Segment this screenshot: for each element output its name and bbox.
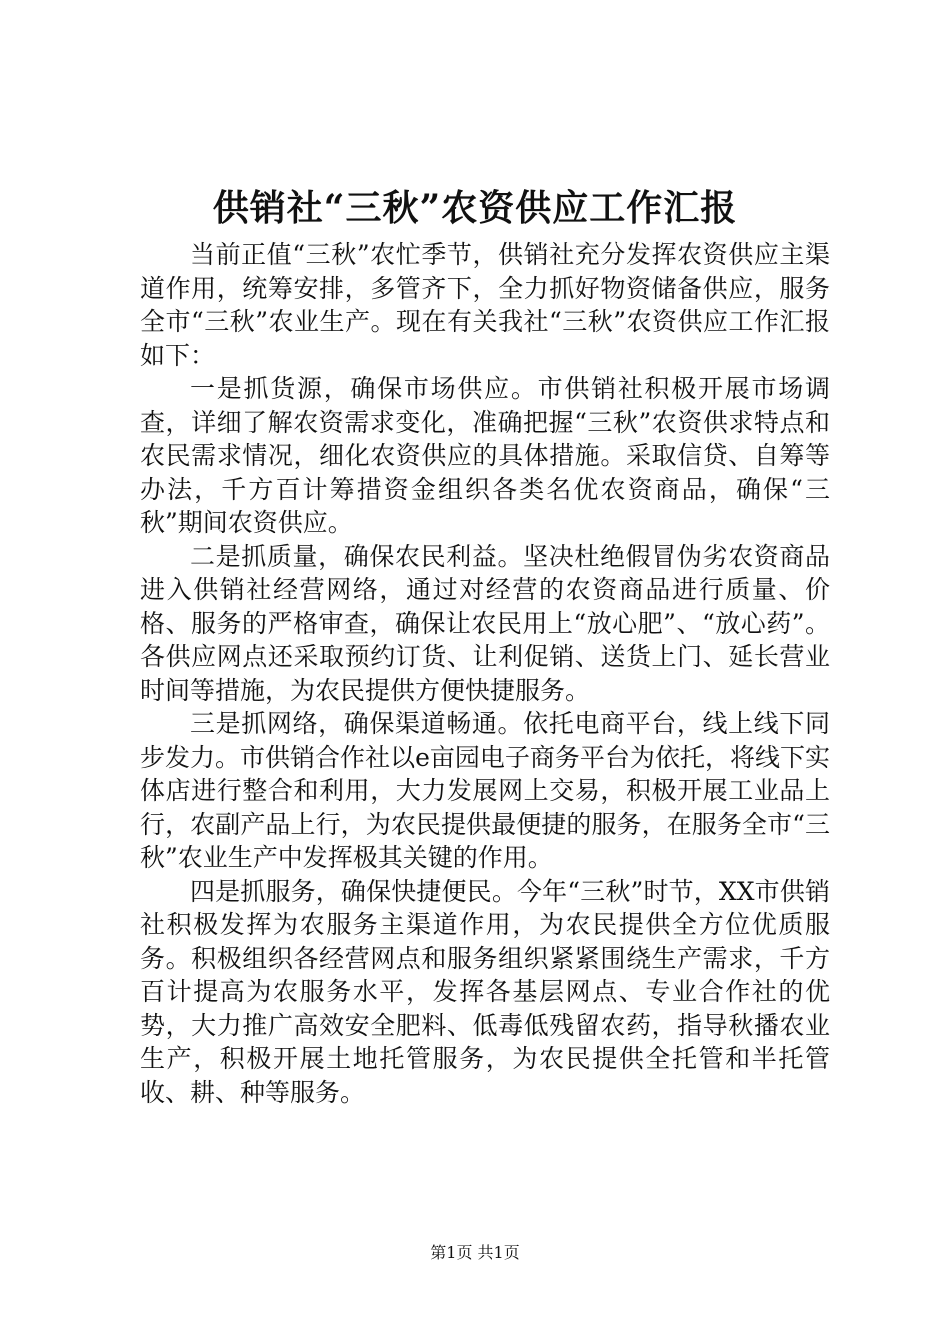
document-body <box>140 238 830 1109</box>
paragraph-intro: 当前正值“三秋”农忙季节，供销社充分发挥农资供应主渠道作用，统筹安排，多管齐下，全力抓好物资储备供应，服务全市“三秋”农业生产。现在有关我社“三秋”农资供应工作汇报如下： <box>140 240 830 370</box>
page-footer <box>0 1242 950 1264</box>
paragraph-quality: 二是抓质量，确保农民利益。坚决杜绝假冒伪劣农资商品进入供销社经营网络，通过对经营的农资商品进行质量、价格、服务的严格审查，确保让农民用上“放心肥”、“放心药”。各供应网点还采取预约订货、让利促销、送货上门、延长营业时间等措施，为农民提供方便快捷服务。 <box>140 541 830 705</box>
paragraph-supply: 一是抓货源，确保市场供应。市供销社积极开展市场调查，详细了解农资需求变化，准确把握“三秋”农资供求特点和农民需求情况，细化农资供应的具体措施。采取信贷、自筹等办法，千方百计筹措资金组织各类名优农资商品，确保“三秋”期间农资供应。 <box>140 374 830 537</box>
document-title: 供销社“三秋”农资供应工作汇报 <box>212 187 738 229</box>
page-number: 第1页 共1页 <box>430 1243 520 1262</box>
paragraph-service: 四是抓服务，确保快捷便民。今年“三秋”时节，XX市供销社积极发挥为农服务主渠道作用，为农民提供全方位优质服务。积极组织各经营网点和服务组织紧紧围绕生产需求，千方百计提高为农服务水平，发挥各基层网点、专业合作社的优势，大力推广高效安全肥料、低毒低残留农药，指导秋播农业生产，积极开展土地托管服务，为农民提供全托管和半托管收、耕、种等服务。 <box>140 876 830 1107</box>
paragraph-network: 三是抓网络，确保渠道畅通。依托电商平台，线上线下同步发力。市供销合作社以e亩园电子商务平台为依托，将线下实体店进行整合和利用，大力发展网上交易，积极开展工业品上行，农副产品上行，为农民提供最便捷的服务，在服务全市“三秋”农业生产中发挥极其关键的作用。 <box>140 709 830 872</box>
